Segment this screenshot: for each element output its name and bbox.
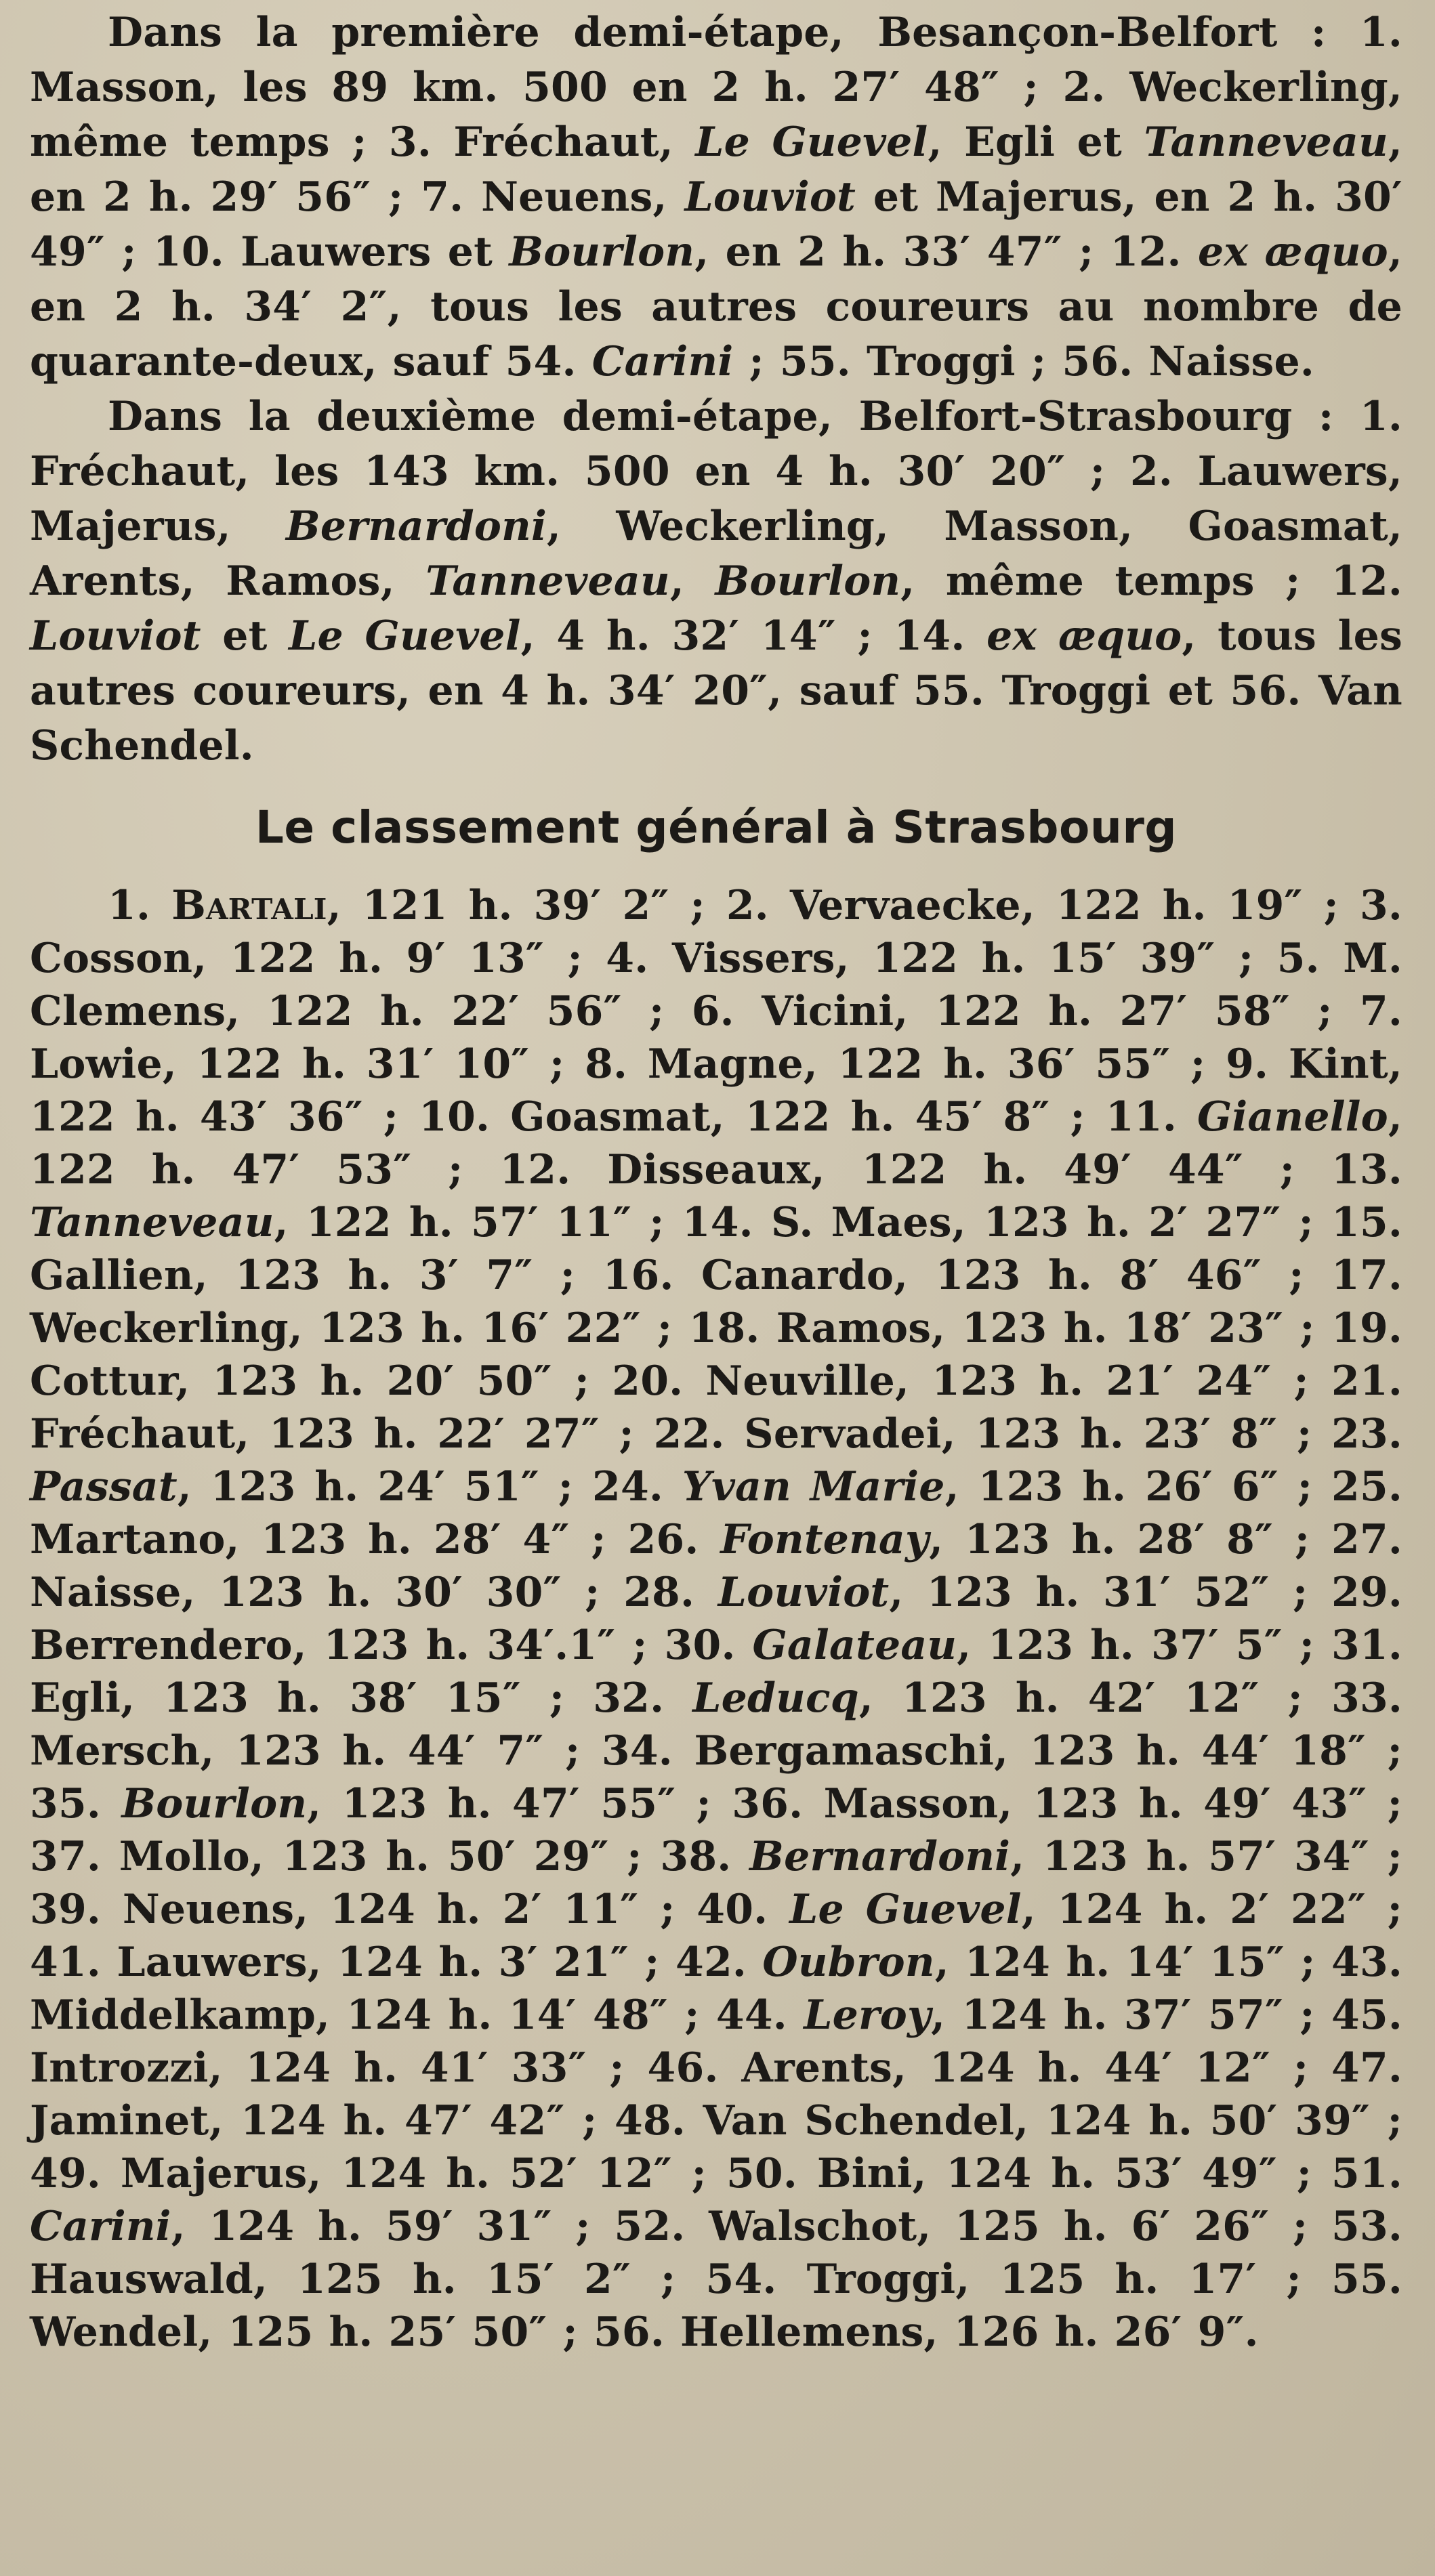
rider-name-italic: Oubron [762,1939,935,1986]
text-run: ; 55. Troggi ; 56. Naisse. [733,338,1314,385]
rider-name-italic: ex æquo [986,612,1182,660]
rider-name-italic: Louviot [684,173,856,221]
text-run: , [669,557,715,605]
rider-name-italic: Tanneveau [425,557,670,605]
text-run: , tous les autres coureurs, en 4 h. 34′ 20″, sauf 55. Troggi et 56. Van Schendel. [30,612,1402,769]
rider-name-italic: Louviot [30,612,201,660]
text-run: , 123 h. 31′ 52″ ; 29. Berrendero, 123 h. 34′.1″ ; 30. [30,1569,1402,1669]
text-run: , même temps ; 12. [900,557,1402,605]
rider-name-italic: Yvan Marie [682,1463,945,1511]
text-run: , 123 h. 47′ 55″ ; 36. Masson, 123 h. 49′ 43″ ; 37. Mollo, 123 h. 50′ 29″ ; 38. [30,1780,1402,1880]
text-run: , 123 h. 37′ 5″ ; 31. Egli, 123 h. 38′ 15″ ; 32. [30,1622,1402,1722]
text-run: , 124 h. 14′ 15″ ; 43. Middelkamp, 124 h. 14′ 48″ ; 44. [30,1939,1402,2039]
text-run: Dans la première demi-étape, Besançon-Belfort : 1. Masson, les 89 km. 500 en 2 h. 27′ 48″ ; 2. Weckerling, même temps ; 3. Fréchaut, [30,9,1402,166]
text-run: , Egli et [928,119,1144,166]
rider-name-italic: Gianello [1197,1093,1388,1141]
text-run: , Weckerling, Masson, Goasmat, Arents, Ramos, [30,503,1402,605]
text-run: et [201,612,289,660]
text-run: , 124 h. 2′ 22″ ; 41. Lauwers, 124 h. 3′ 21″ ; 42. [30,1886,1402,1986]
rider-name-italic: Fontenay [720,1516,930,1563]
rider-name-italic: Galateau [752,1622,957,1669]
text-run: , 123 h. 26′ 6″ ; 25. Martano, 123 h. 28′ 4″ ; 26. [30,1463,1402,1563]
rider-name-italic: ex æquo [1197,228,1388,276]
rider-name-italic: Bourlon [509,228,695,276]
first-half-stage-results [30,5,1402,389]
general-classification-heading: Le classement général à Strasbourg [255,801,1178,853]
text-run: , 123 h. 28′ 8″ ; 27. Naisse, 123 h. 30′ 30″ ; 28. [30,1516,1402,1616]
rider-name-italic: Bernardoni [749,1833,1011,1880]
rider-name-italic: Le Guevel [695,119,928,166]
rider-name-italic: Carini [30,2203,171,2250]
text-run: , 122 h. 47′ 53″ ; 12. Disseaux, 122 h. 49′ 44″ ; 13. [30,1093,1402,1194]
rider-name-italic: Tanneveau [1144,119,1388,166]
text-run: et Majerus, en 2 h. 30′ 49″ ; 10. Lauwers et [30,173,1402,276]
second-half-stage-results [30,389,1402,774]
text-run: , en 2 h. 33′ 47″ ; 12. [694,228,1198,276]
text-run: , 123 h. 24′ 51″ ; 24. [177,1463,682,1511]
rider-name-italic: Tanneveau [30,1199,274,1246]
rider-name-italic: Le Guevel [289,612,521,660]
rider-name-italic: Louviot [718,1569,890,1616]
text-run: , en 2 h. 34′ 2″, tous les autres coureurs au nombre de quarante-deux, sauf 54. [30,228,1402,385]
general-classification-results [30,879,1402,2359]
text-run: , 124 h. 37′ 57″ ; 45. Introzzi, 124 h. 41′ 33″ ; 46. Arents, 124 h. 44′ 12″ ; 47. Jaminet, 124 h. 47′ 42″ ; 48. Van Schendel, 124 h. 50′ 39″ ; 49. Majerus, 124 h. 52′ 12″ ; 50. Bini, 124 h. 53′ 49″ ; 51. [30,1991,1402,2197]
rider-name-italic: Passat [30,1463,178,1511]
text-run: , en 2 h. 29′ 56″ ; 7. Neuens, [30,119,1402,221]
rider-name-italic: Le Guevel [789,1886,1022,1933]
text-run: , 123 h. 42′ 12″ ; 33. Mersch, 123 h. 44′ 7″ ; 34. Bergamaschi, 123 h. 44′ 18″ ; 35. [30,1674,1402,1828]
text-run: , 124 h. 59′ 31″ ; 52. Walschot, 125 h. 6′ 26″ ; 53. Hauswald, 125 h. 15′ 2″ ; 54. Troggi, 125 h. 17′ ; 55. Wendel, 125 h. 25′ 50″ ; 56. Hellemens, 126 h. 26′ 9″. [30,2203,1402,2356]
text-run: , 121 h. 39′ 2″ ; 2. Vervaecke, 122 h. 19″ ; 3. Cosson, 122 h. 9′ 13″ ; 4. Vissers, 122 h. 15′ 39″ ; 5. M. Clemens, 122 h. 22′ 56″ ; 6. Vicini, 122 h. 27′ 58″ ; 7. Lowie, 122 h. 31′ 10″ ; 8. Magne, 122 h. 36′ 55″ ; 9. Kint, 122 h. 43′ 36″ ; 10. Goasmat, 122 h. 45′ 8″ ; 11. [30,882,1402,1141]
rider-name-italic: Bernardoni [285,503,547,550]
text-run: Dans la deuxième demi-étape, Belfort-Strasbourg : 1. Fréchaut, les 143 km. 500 en 4 h. 30′ 20″ ; 2. Lauwers, Majerus, [30,393,1402,550]
text-run: 1. [108,882,172,929]
rider-name-italic: Leducq [692,1674,859,1722]
text-run: , 123 h. 57′ 34″ ; 39. Neuens, 124 h. 2′ 11″ ; 40. [30,1833,1402,1933]
rider-name-italic: Bourlon [121,1780,308,1828]
rider-name-italic: Bourlon [715,557,901,605]
leader-name: Bartali [171,882,327,929]
text-run: , 122 h. 57′ 11″ ; 14. S. Maes, 123 h. 2′ 27″ ; 15. Gallien, 123 h. 3′ 7″ ; 16. Canardo, 123 h. 8′ 46″ ; 17. Weckerling, 123 h. 16′ 22″ ; 18. Ramos, 123 h. 18′ 23″ ; 19. Cottur, 123 h. 20′ 50″ ; 20. Neuville, 123 h. 21′ 24″ ; 21. Fréchaut, 123 h. 22′ 27″ ; 22. Servadei, 123 h. 23′ 8″ ; 23. [30,1199,1402,1458]
rider-name-italic: Leroy [804,1991,932,2039]
rider-name-italic: Carini [591,338,734,385]
text-run: , 4 h. 32′ 14″ ; 14. [520,612,987,660]
